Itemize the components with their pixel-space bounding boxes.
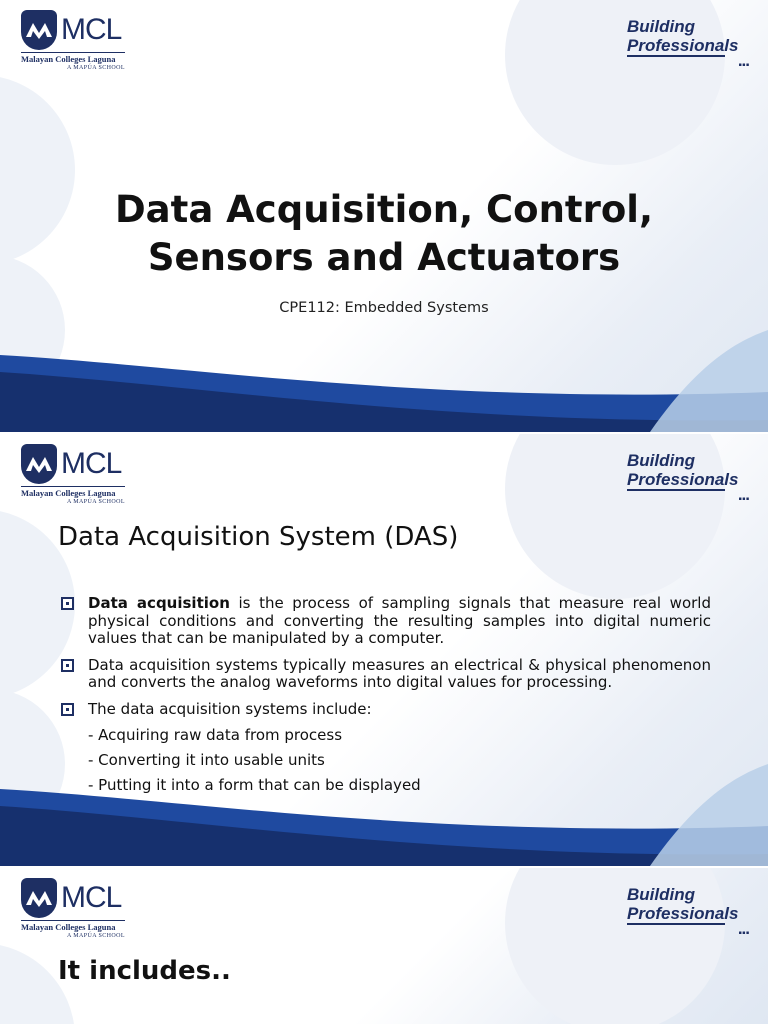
checkbox-bullet-icon [61,703,74,716]
slide-3 [0,868,768,1024]
logo-subtitle-small: A MAPÚA SCHOOL [67,499,125,505]
title-line-2: Sensors and Actuators [147,236,621,279]
logo-subtitle: Malayan Colleges Laguna [21,54,116,64]
logo-subtitle-small: A MAPÚA SCHOOL [67,933,125,939]
tagline-line-1: Building [627,885,695,904]
tagline-dots: ... [737,51,749,70]
mcl-logo [21,444,131,508]
bullet-item [61,701,711,719]
logo-divider [21,920,125,921]
slide-2-body [61,595,711,802]
building-professionals-tagline [627,885,757,938]
bullet-text: is the process of sampling signals that measure real world physical conditions and converting the resulting samples into digital numeric values that can be manipulated by a computer. [88,594,711,647]
bullet-text: Data acquisition systems typically measures an electrical & physical phenomenon and converts the analog waveforms into digital values for processing. [88,655,711,691]
sub-list-item: - Putting it into a form that can be displayed [88,776,421,794]
tagline-line-2: Professionals [627,904,739,923]
building-professionals-tagline [627,17,757,70]
slide-1-title [0,186,768,282]
logo-subtitle: Malayan Colleges Laguna [21,488,116,498]
checkbox-bullet-icon [61,597,74,610]
logo-divider [21,52,125,53]
logo-wordmark: MCL [61,881,122,914]
tagline-dots: ... [737,485,749,504]
logo-subtitle: Malayan Colleges Laguna [21,922,116,932]
logo-divider [21,486,125,487]
logo-wordmark: MCL [61,447,122,480]
mcl-badge-icon [21,10,57,50]
bullet-bold-term: Data acquisition [88,594,230,612]
tagline-line-2: Professionals [627,470,739,489]
bullet-item [61,657,711,692]
tagline-dots: ... [737,919,749,938]
tagline-line-1: Building [627,451,695,470]
checkbox-bullet-icon [61,659,74,672]
slide-1 [0,0,768,432]
sub-list-item: - Acquiring raw data from process [88,726,343,744]
mcl-badge-icon [21,444,57,484]
title-line-1: Data Acquisition, Control, [114,188,654,231]
tagline-line-2: Professionals [627,36,739,55]
mcl-logo [21,878,131,942]
slide-1-subtitle: CPE112: Embedded Systems [279,300,489,316]
logo-wordmark: MCL [61,13,122,46]
slide-3-title: It includes.. [58,956,231,986]
building-professionals-tagline [627,451,757,504]
sub-list-item: - Converting it into usable units [88,751,325,769]
slide-2-title: Data Acquisition System (DAS) [58,522,459,552]
logo-subtitle-small: A MAPÚA SCHOOL [67,65,125,71]
tagline-line-1: Building [627,17,695,36]
bullet-item [61,595,711,648]
slide-2 [0,434,768,866]
bullet-text: The data acquisition systems include: [88,699,372,718]
mcl-logo [21,10,131,74]
mcl-badge-icon [21,878,57,918]
